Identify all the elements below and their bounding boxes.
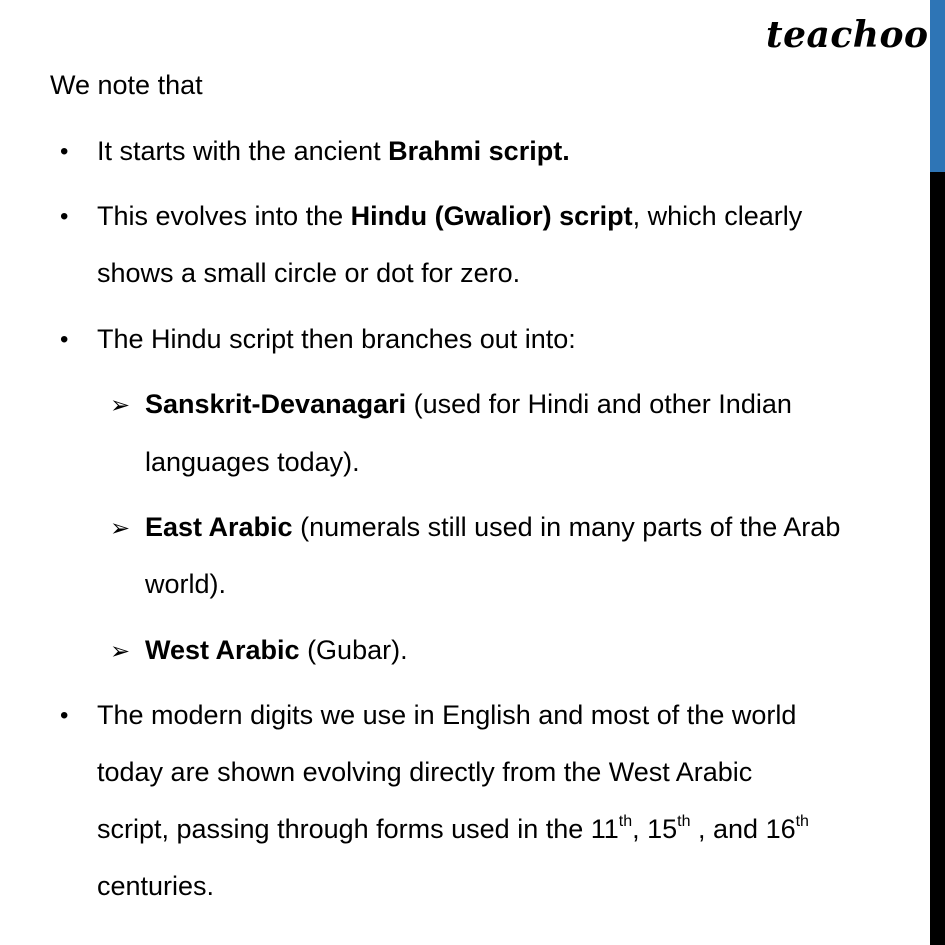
arrow-bullet-icon: ➢	[110, 638, 131, 665]
bullet-modern-line4: centuries.	[97, 871, 215, 901]
superscript: th	[677, 813, 691, 830]
bullet-bold-text: Hindu (Gwalior) script	[350, 201, 633, 231]
bullet-modern-line1: The modern digits we use in English and most of the world	[97, 700, 797, 730]
bullet-hindu	[97, 201, 802, 232]
sub-sanskrit-line2: languages today).	[145, 447, 360, 477]
modern-text: , 15	[632, 814, 678, 844]
arrow-bullet-icon: ➢	[110, 392, 131, 419]
bullet-icon: •	[60, 203, 69, 230]
bullet-text: , which clearly	[632, 201, 803, 231]
sub-text: (numerals still used in many parts of the Arab	[292, 512, 841, 542]
superscript: th	[618, 813, 633, 830]
bullet-modern-line3	[97, 814, 809, 845]
sub-bold-text: Sanskrit-Devanagari	[145, 389, 407, 419]
bullet-hindu-line2: shows a small circle or dot for zero.	[97, 258, 521, 288]
sub-sanskrit	[145, 389, 792, 420]
sub-east-arabic	[145, 512, 840, 543]
bullet-modern-line2: today are shown evolving directly from the West Arabic	[97, 757, 753, 787]
bullet-text: This evolves into the	[97, 201, 351, 231]
bullet-brahmi	[97, 136, 570, 167]
superscript: th	[795, 813, 809, 830]
sub-east-arabic-line2: world).	[145, 569, 227, 599]
sub-bold-text: East Arabic	[145, 512, 293, 542]
teachoo-logo: teachoo	[766, 14, 929, 56]
arrow-bullet-icon: ➢	[110, 515, 131, 542]
bullet-text: It starts with the ancient	[97, 136, 389, 166]
sub-west-arabic	[145, 635, 408, 666]
bullet-branches: The Hindu script then branches out into:	[97, 324, 576, 354]
sub-text: (Gubar).	[299, 635, 408, 665]
bullet-icon: •	[60, 702, 69, 729]
modern-text: , and 16	[690, 814, 796, 844]
modern-text: script, passing through forms used in the 11	[97, 814, 619, 844]
intro-text: We note that	[50, 70, 203, 100]
bullet-icon: •	[60, 138, 69, 165]
sidebar-accent-bar	[930, 0, 945, 172]
sub-text: (used for Hindi and other Indian	[406, 389, 792, 419]
bullet-icon: •	[60, 326, 69, 353]
bullet-bold-text: Brahmi script.	[388, 136, 570, 166]
sub-bold-text: West Arabic	[145, 635, 300, 665]
